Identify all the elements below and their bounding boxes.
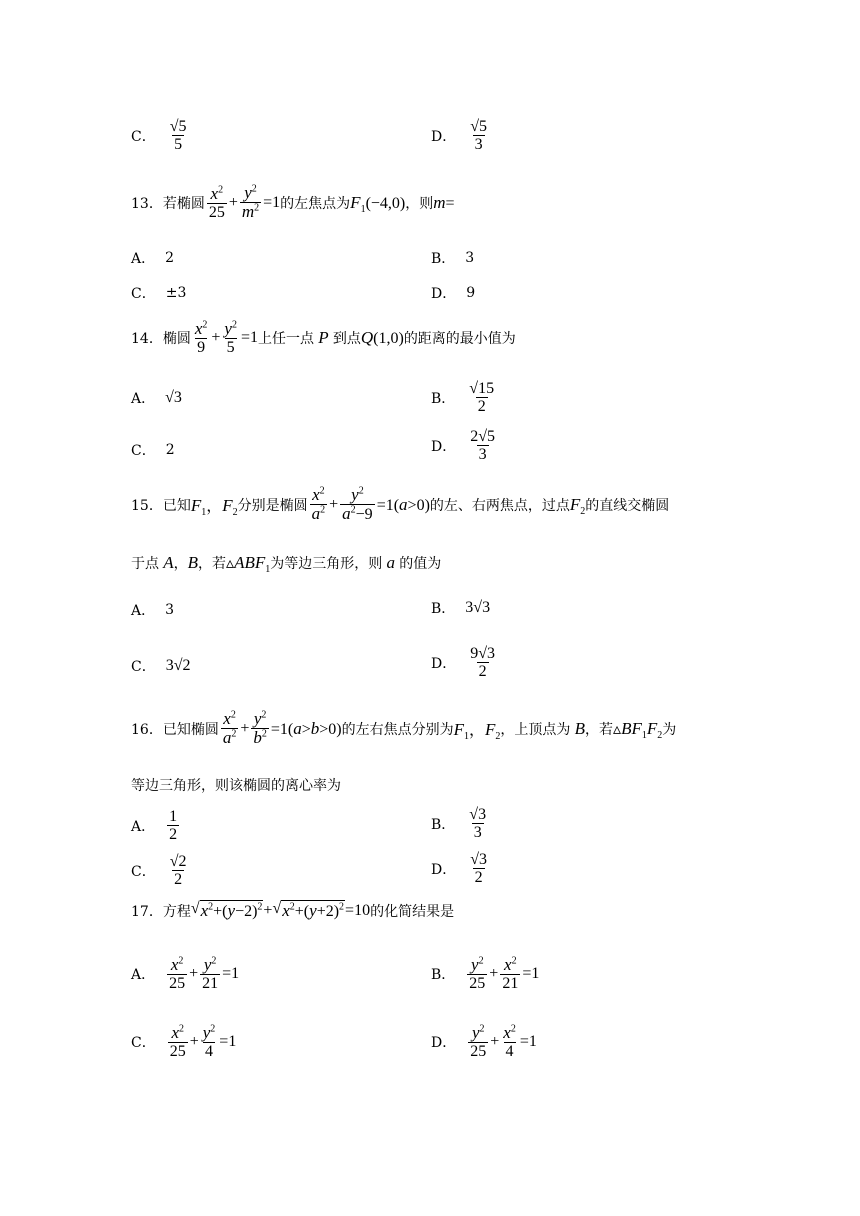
fraction: $\frac{√5}{3}$	[470, 118, 488, 153]
question-17-stem: 17． 方程 √ $x^2+(y-2)^2$ + √ $x^2+(y+2)^2$ =10 的化简结果是	[131, 900, 455, 920]
q15-option-d: D． $\frac{9√3}{2}$	[431, 645, 496, 680]
option-label: C．	[131, 128, 156, 145]
q12-option-d	[431, 118, 491, 153]
q14-option-c: C． 2	[131, 442, 175, 459]
question-number: 15．	[131, 497, 163, 514]
question-number: 16．	[131, 721, 163, 738]
fraction: $\frac{√5}{5}$	[169, 118, 187, 153]
q17-option-d: D． $\frac{y^2}{25}$ + $\frac{x^2}{4}$ =1	[431, 1023, 537, 1060]
q13-option-b: B． 3	[431, 250, 475, 267]
q16-option-c: C． $\frac{√2}{2}$	[131, 853, 187, 888]
q14-option-d: D． $\frac{2√5}{3}$	[431, 428, 496, 463]
option-label: D．	[431, 128, 457, 145]
question-number: 13．	[131, 195, 163, 212]
q17-option-c: C． $\frac{x^2}{25}$ + $\frac{y^2}{4}$ =1	[131, 1023, 237, 1060]
q14-option-b: B． $\frac{√15}{2}$	[431, 380, 495, 415]
question-16-stem-line2: 等边三角形，则该椭圆的离心率为	[131, 778, 341, 794]
q16-option-d: D． $\frac{√3}{2}$	[431, 851, 488, 886]
question-number: 17．	[131, 903, 163, 920]
q13-option-d: D． 9	[431, 285, 476, 302]
q17-option-a: A． $\frac{x^2}{25}$ + $\frac{y^2}{21}$ =1	[131, 955, 240, 992]
q12-option-c	[131, 118, 191, 153]
radical-expression: √ $x^2+(y-2)^2$	[190, 900, 263, 920]
ellipse-equation: $\frac{x^2}{25}$	[208, 183, 225, 221]
q14-option-a: A． √3	[131, 389, 182, 407]
question-16-stem: 16． 已知椭圆 $\frac{x^2}{a^2}$ + $\frac{y^2}{b^2}$ =1(a>b>0) 的左右焦点分别为 $F_1$，$F_2$ ，上顶点为 B ，若 $▵BF_1F_2$ 为	[131, 709, 677, 747]
radical-expression: √ $x^2+(y+2)^2$	[272, 900, 345, 920]
question-number: 14．	[131, 331, 163, 347]
q16-option-b: B． $\frac{√3}{3}$	[431, 806, 487, 841]
q15-option-a: A． 3	[131, 602, 175, 619]
q13-option-a: A． 2	[131, 250, 175, 267]
question-13-stem: 13． 若椭圆 $\frac{x^2}{25}$ + $\frac{y^2}{m^2}$ =1 的左焦点为 $F_1(-4,0)$ ，则 m=	[131, 183, 455, 221]
question-15-stem-line2: 于点 A ， B ，若 $▵ABF_1$ 为等边三角形，则 a 的值为	[131, 553, 442, 576]
q16-option-a: A． $\frac{1}{2}$	[131, 808, 178, 843]
ellipse-equation: $\frac{x^2}{9}$	[194, 319, 208, 356]
q15-option-b: B． 3√3	[431, 599, 491, 617]
question-14-stem: 14． 椭圆 $\frac{x^2}{9}$ + $\frac{y^2}{5}$ =1 上任一点 P 到点 Q(1,0) 的距离的最小值为	[131, 319, 516, 356]
q15-option-c: C． 3√2	[131, 657, 191, 675]
q17-option-b: B． $\frac{y^2}{25}$ + $\frac{x^2}{21}$ =1	[431, 955, 540, 992]
question-15-stem: 15． 已知 $F_1$，$F_2$ 分别是椭圆 $\frac{x^2}{a^2}$ + $\frac{y^2}{a^2-9}$ =1(a>0) 的左、右两焦点，过点 $F_2$ 的直线交椭圆	[131, 485, 670, 523]
q13-option-c: C． ±3	[131, 285, 187, 302]
